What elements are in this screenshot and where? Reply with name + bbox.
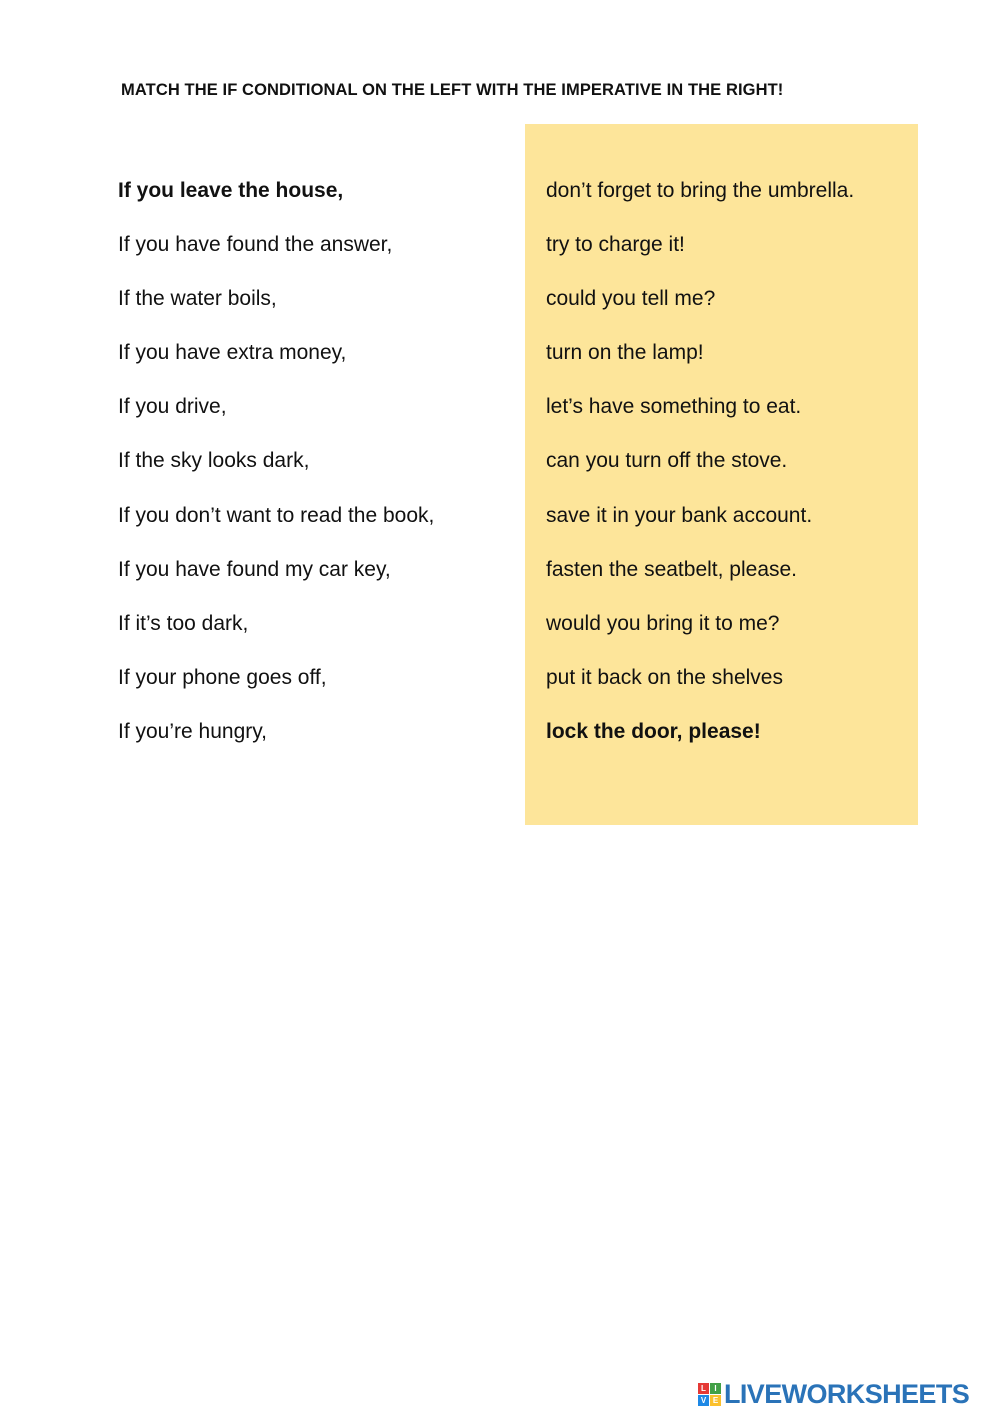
imperative-item: turn on the lamp! [546,341,704,365]
condition-item: If the water boils, [118,287,277,311]
liveworksheets-logo-icon [698,1383,721,1406]
conditions-list [118,177,434,772]
condition-item: If it’s too dark, [118,611,249,635]
condition-item: If you leave the house, [118,179,344,202]
logo-icon-letter: V [698,1395,709,1406]
instruction-heading: MATCH THE IF CONDITIONAL ON THE LEFT WITH THE IMPERATIVE IN THE RIGHT! [121,81,784,99]
condition-item: If you drive, [118,395,227,419]
imperative-item: would you bring it to me? [546,611,780,635]
imperative-item: can you turn off the stove. [546,449,788,473]
imperative-item: put it back on the shelves [546,665,783,689]
condition-item: If you’re hungry, [118,719,268,743]
logo-icon-letter: I [710,1383,721,1394]
imperatives-panel [525,124,918,825]
condition-item: If you have extra money, [118,341,347,365]
imperative-item: don’t forget to bring the umbrella. [546,179,855,202]
condition-item: If you have found the answer, [118,233,393,257]
condition-item: If you don’t want to read the book, [118,503,435,527]
logo-icon-letter: E [710,1395,721,1406]
logo-icon-letter: L [698,1383,709,1394]
condition-item: If your phone goes off, [118,665,327,689]
imperatives-list [546,177,854,772]
logo-wordmark: LIVEWORKSHEETS [724,1378,970,1409]
liveworksheets-logo [698,1380,969,1408]
imperative-item: could you tell me? [546,287,716,311]
imperative-item: try to charge it! [546,233,685,257]
condition-item: If the sky looks dark, [118,449,310,473]
imperative-item: let’s have something to eat. [546,395,802,419]
imperative-item: lock the door, please! [546,719,761,743]
condition-item: If you have found my car key, [118,557,391,581]
imperative-item: save it in your bank account. [546,503,813,527]
imperative-item: fasten the seatbelt, please. [546,557,798,581]
